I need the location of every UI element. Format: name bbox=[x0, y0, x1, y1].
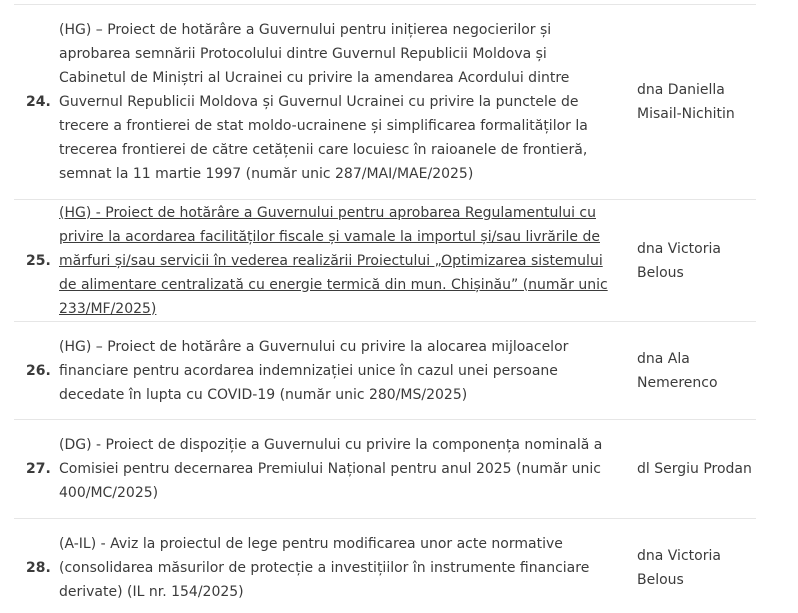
item-title: (A-IL) - Aviz la proiectul de lege pentru modificarea unor acte normative (consolidarea măsurilor de protecție a investițiilor în instrumente financiare derivate) (IL nr. 154/2025) bbox=[59, 535, 590, 600]
table-row bbox=[14, 519, 756, 613]
item-number: 26. bbox=[26, 362, 51, 379]
table-row bbox=[14, 322, 756, 420]
item-number: 25. bbox=[26, 252, 51, 269]
item-title: (HG) – Proiect de hotărâre a Guvernului cu privire la alocarea mijloacelor financiare pentru acordarea indemnizației unice în cazul unei persoane decedate în lupta cu COVID-19 (număr unic 280/MS/2025) bbox=[59, 338, 569, 403]
item-responsible: dl Sergiu Prodan bbox=[637, 461, 752, 477]
item-number: 24. bbox=[26, 94, 51, 110]
table-row bbox=[14, 5, 756, 200]
item-responsible: dna Ala Nemerenco bbox=[637, 350, 718, 391]
item-number: 27. bbox=[26, 461, 51, 477]
item-responsible: dna Victoria Belous bbox=[637, 547, 721, 588]
item-responsible: dna Daniella Misail-Nichitin bbox=[637, 82, 735, 122]
table-row bbox=[14, 420, 756, 519]
item-title: (HG) – Proiect de hotărâre a Guvernului pentru inițierea negocierilor și aprobarea semnării Protocolului dintre Guvernul Republicii Moldova și Cabinetul de Miniștri al Ucrainei cu privire la amendarea Acordului dintre Guvernul Republicii Moldova și Guvernul Ucrainei cu privire la punctele de trecere a frontierei de stat moldo-ucrainene și simplificarea formalităților la trecerea frontierei de către cetățenii care locuiesc în raioanele de frontieră, semnat la 11 martie 1997 (număr unic 287/MAI/MAE/2025) bbox=[59, 22, 588, 182]
table-row bbox=[14, 200, 756, 322]
item-number: 28. bbox=[26, 559, 51, 576]
item-responsible: dna Victoria Belous bbox=[637, 240, 721, 281]
item-title-link[interactable]: (HG) - Proiect de hotărâre a Guvernului pentru aprobarea Regulamentului cu privire la acordarea facilităților fiscale și vamale la importul și/sau livrările de mărfuri și/sau servicii în vederea realizării Proiectului „Optimizarea sistemului de alimentare centralizată cu energie termică din mun. Chișinău” (număr unic 233/MF/2025) bbox=[59, 204, 608, 317]
agenda-table bbox=[14, 4, 756, 613]
item-title: (DG) - Proiect de dispoziție a Guvernului cu privire la componența nominală a Comisiei pentru decernarea Premiului Național pentru anul 2025 (număr unic 400/MC/2025) bbox=[59, 437, 603, 501]
